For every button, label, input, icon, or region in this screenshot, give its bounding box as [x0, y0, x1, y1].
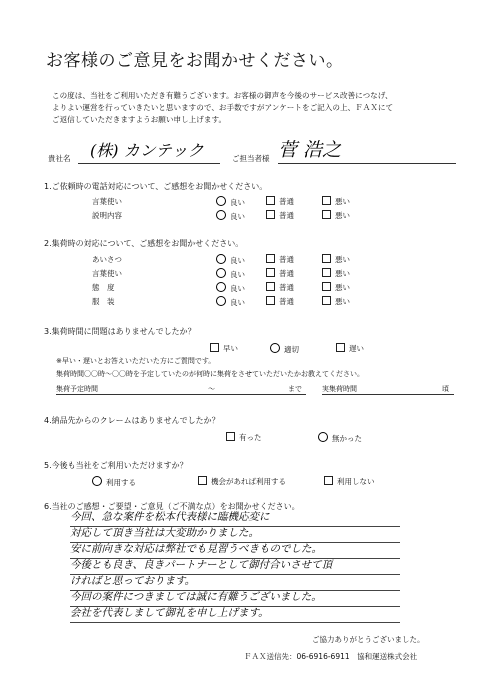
- checkbox[interactable]: [266, 268, 275, 277]
- option-good[interactable]: 良い: [216, 254, 245, 266]
- checkbox[interactable]: [266, 296, 275, 305]
- option-normal[interactable]: 普通: [266, 254, 294, 265]
- comment-line: 今回、急な案件を松本代表様に臨機応変に: [70, 511, 400, 527]
- checkbox[interactable]: [266, 254, 275, 263]
- option-bad[interactable]: 悪い: [322, 268, 350, 279]
- row-label: 服 装: [92, 297, 115, 306]
- checkbox[interactable]: [322, 296, 331, 305]
- checkbox[interactable]: [210, 343, 219, 352]
- koro-label: 頃: [442, 385, 449, 393]
- option-maybe[interactable]: 機会があれば利用する: [198, 476, 286, 487]
- intro-line: ご返信していただきますようお願い申し上げます。: [52, 115, 227, 124]
- question-2: 2.集荷時の対応について、ご感想をお聞かせください。: [44, 239, 244, 248]
- checkbox-checked[interactable]: [216, 254, 226, 264]
- company-underline: [78, 163, 220, 164]
- option-good[interactable]: 良い: [216, 282, 245, 294]
- checkbox[interactable]: [322, 196, 331, 205]
- option-normal[interactable]: 普通: [266, 196, 294, 207]
- contact-name-field[interactable]: 菅 浩之: [278, 139, 342, 161]
- option-late[interactable]: 遅い: [336, 343, 364, 354]
- checkbox-checked[interactable]: [216, 282, 226, 292]
- option-no[interactable]: 利用しない: [324, 476, 375, 487]
- checkbox-checked[interactable]: [216, 210, 226, 220]
- option-had[interactable]: 有った: [226, 432, 262, 443]
- question-3: 3.集荷時間に問題はありませんでしたか？: [44, 327, 196, 336]
- comment-line: 今後とも良き、良きパートナーとして御付合いさせて頂: [70, 559, 400, 575]
- page-title: お客様のご意見をお聞かせください。: [46, 51, 344, 71]
- option-use[interactable]: 利用する: [92, 476, 136, 488]
- question-4: 4.納品先からのクレームはありませんでしたか？: [44, 416, 220, 425]
- row-label: あいさつ: [92, 255, 122, 264]
- planned-time-label: 集荷予定時間: [56, 385, 98, 393]
- option-normal[interactable]: 普通: [266, 296, 294, 307]
- option-bad[interactable]: 悪い: [322, 296, 350, 307]
- checkbox[interactable]: [198, 476, 207, 485]
- checkbox[interactable]: [322, 282, 331, 291]
- option-bad[interactable]: 悪い: [322, 210, 350, 221]
- comment-line: 今回の案件につきましては誠に有難うございました。: [70, 591, 400, 607]
- contact-underline: [278, 163, 456, 164]
- checkbox[interactable]: [226, 432, 235, 441]
- checkbox-checked[interactable]: [270, 343, 280, 353]
- row-label: 言葉使い: [92, 197, 122, 206]
- fax-destination: ＦＡＸ送信先：06-6916-6911 協和運送株式会社: [244, 652, 418, 661]
- checkbox[interactable]: [336, 343, 345, 352]
- row-label: 説明内容: [92, 211, 122, 220]
- checkbox-checked[interactable]: [318, 432, 328, 442]
- option-good[interactable]: 良い: [216, 196, 245, 208]
- checkbox[interactable]: [322, 210, 331, 219]
- intro-line: よりよい運営を行っていきたいと思いますので、お手数ですがアンケートをご記入の上、ＦＡＸにて: [52, 103, 394, 112]
- option-normal[interactable]: 普通: [266, 210, 294, 221]
- checkbox[interactable]: [324, 476, 333, 485]
- intro-text: [52, 90, 460, 126]
- option-none[interactable]: 無かった: [318, 432, 362, 444]
- option-appropriate[interactable]: 適切: [270, 343, 299, 355]
- checkbox[interactable]: [266, 210, 275, 219]
- tilde-sep: ～: [208, 385, 215, 393]
- actual-time-label: 実集荷時間: [322, 385, 357, 393]
- checkbox-checked[interactable]: [92, 476, 102, 486]
- option-bad[interactable]: 悪い: [322, 196, 350, 207]
- intro-line: この度は、当社をご利用いただき有難うございます。お客様の御声を今後のサービス改善につなげ、: [52, 91, 393, 100]
- option-good[interactable]: 良い: [216, 268, 245, 280]
- thanks-text: ご協力ありがとうございました。: [312, 635, 425, 644]
- option-good[interactable]: 良い: [216, 210, 245, 222]
- checkbox[interactable]: [266, 282, 275, 291]
- comment-area[interactable]: [70, 511, 400, 623]
- comment-line: 対応して頂き当社は大変助かりました。: [70, 527, 400, 543]
- comment-line: 安に前向きな対応は弊社でも見習うべきものでした。: [70, 543, 400, 559]
- option-early[interactable]: 早い: [210, 343, 238, 354]
- checkbox[interactable]: [266, 196, 275, 205]
- comment-line: 会社を代表しまして御礼を申し上げます。: [70, 607, 400, 623]
- q3-note: ※早い・遅いとお答えいただいた方にご質問です。: [56, 357, 216, 365]
- option-bad[interactable]: 悪い: [322, 254, 350, 265]
- checkbox-checked[interactable]: [216, 268, 226, 278]
- question-5: 5.今後も当社をご利用いただけますか？: [44, 461, 188, 470]
- actual-time-field[interactable]: [322, 394, 454, 395]
- company-name-field[interactable]: (株) カンテック: [90, 141, 204, 160]
- option-bad[interactable]: 悪い: [322, 282, 350, 293]
- option-good[interactable]: 良い: [216, 296, 245, 308]
- checkbox-checked[interactable]: [216, 196, 226, 206]
- row-label: 言葉使い: [92, 269, 122, 278]
- planned-time-field[interactable]: [56, 394, 306, 395]
- q3-note-detail: 集荷時間〇〇時～〇〇時を予定していたのが何時に集荷をさせていただいたかお教えてください。: [56, 370, 364, 378]
- checkbox[interactable]: [322, 268, 331, 277]
- made-label: まで: [288, 385, 302, 393]
- checkbox-checked[interactable]: [216, 296, 226, 306]
- option-normal[interactable]: 普通: [266, 282, 294, 293]
- checkbox[interactable]: [322, 254, 331, 263]
- comment-line: ければと思っております。: [70, 575, 400, 591]
- question-1: 1.ご依頼時の電話対応について、ご感想をお聞かせください。: [44, 182, 268, 191]
- option-normal[interactable]: 普通: [266, 268, 294, 279]
- row-label: 態 度: [92, 283, 115, 292]
- question-6: 6.当社のご感想・ご要望・ご意見（ご不満な点）をお聞かせください。: [44, 502, 300, 511]
- contact-label: ご担当者様: [232, 154, 270, 163]
- company-label: 貴社名: [48, 154, 71, 163]
